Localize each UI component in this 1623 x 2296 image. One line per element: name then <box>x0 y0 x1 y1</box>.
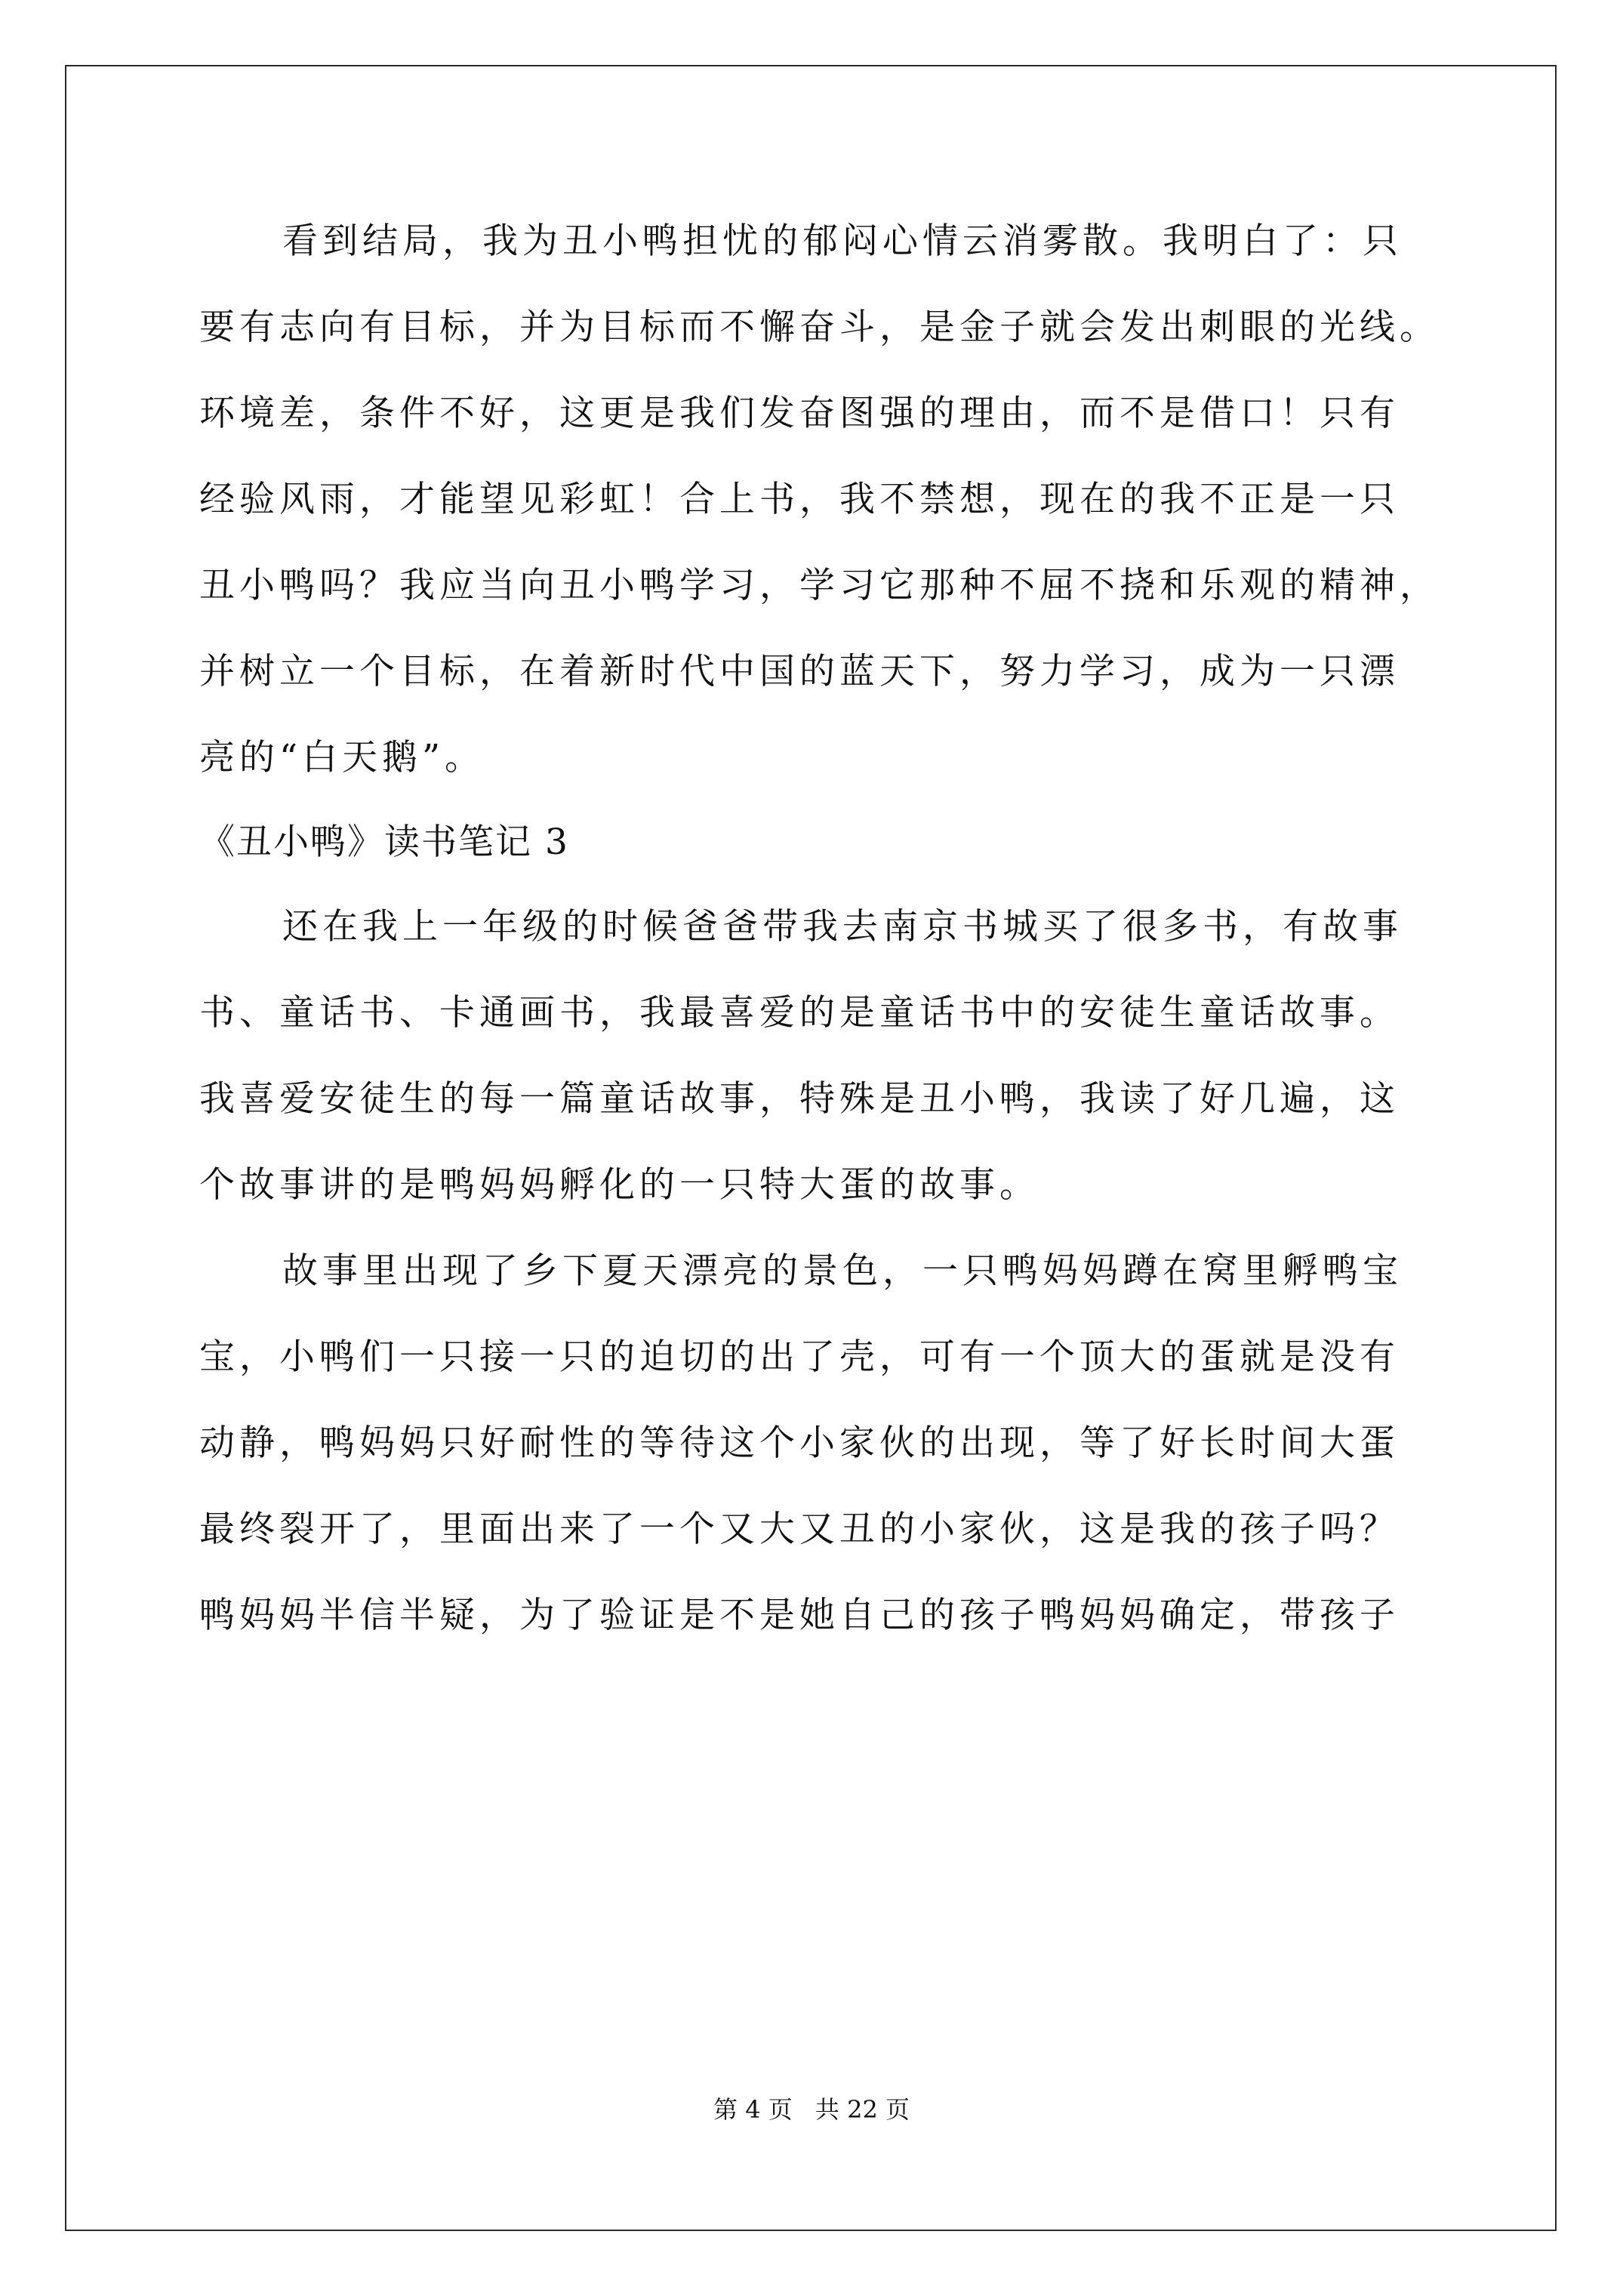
text-line: 经验风雨，才能望见彩虹！合上书，我不禁想，现在的我不正是一只 <box>199 479 1400 520</box>
text-line: 还在我上一年级的时候爸爸带我去南京书城买了很多书，有故事 <box>282 906 1403 948</box>
text-line: 书、童话书、卡通画书，我最喜爱的是童话书中的安徒生童话故事。 <box>199 992 1400 1034</box>
text-line: 要有志向有目标，并为目标而不懈奋斗，是金子就会发出刺眼的光线。 <box>199 307 1440 348</box>
text-line: 宝，小鸭们一只接一只的迫切的出了壳，可有一个顶大的蛋就是没有 <box>199 1336 1400 1378</box>
text-line: 丑小鸭吗？我应当向丑小鸭学习，学习它那种不屈不挠和乐观的精神， <box>199 565 1440 606</box>
text-line: 亮的“白天鹅”。 <box>199 737 485 778</box>
text-line: 我喜爱安徒生的每一篇童话故事，特殊是丑小鸭，我读了好几遍，这 <box>199 1078 1400 1120</box>
page-number: 第 4 页 <box>713 2095 793 2124</box>
page-total: 共 22 页 <box>815 2095 910 2124</box>
page-border <box>65 65 1557 2231</box>
text-line: 环境差，条件不好，这更是我们发奋图强的理由，而不是借口！只有 <box>199 393 1400 434</box>
text-line: 并树立一个目标，在着新时代中国的蓝天下，努力学习，成为一只漂 <box>199 651 1400 692</box>
text-line: 动静，鸭妈妈只好耐性的等待这个小家伙的出现，等了好长时间大蛋 <box>199 1422 1400 1464</box>
text-line: 故事里出现了乡下夏天漂亮的景色，一只鸭妈妈蹲在窝里孵鸭宝 <box>282 1250 1403 1292</box>
text-line: 看到结局，我为丑小鸭担忧的郁闷心情云消雾散。我明白了：只 <box>282 220 1403 262</box>
text-line: 个故事讲的是鸭妈妈孵化的一只特大蛋的故事。 <box>199 1164 1039 1206</box>
text-line: 最终裂开了，里面出来了一个又大又丑的小家伙，这是我的孩子吗？ <box>199 1509 1400 1550</box>
text-line: 鸭妈妈半信半疑，为了验证是不是她自己的孩子鸭妈妈确定，带孩子 <box>199 1595 1400 1636</box>
page-footer <box>0 2094 1623 2125</box>
section-heading: 《丑小鸭》读书笔记 3 <box>199 821 569 863</box>
